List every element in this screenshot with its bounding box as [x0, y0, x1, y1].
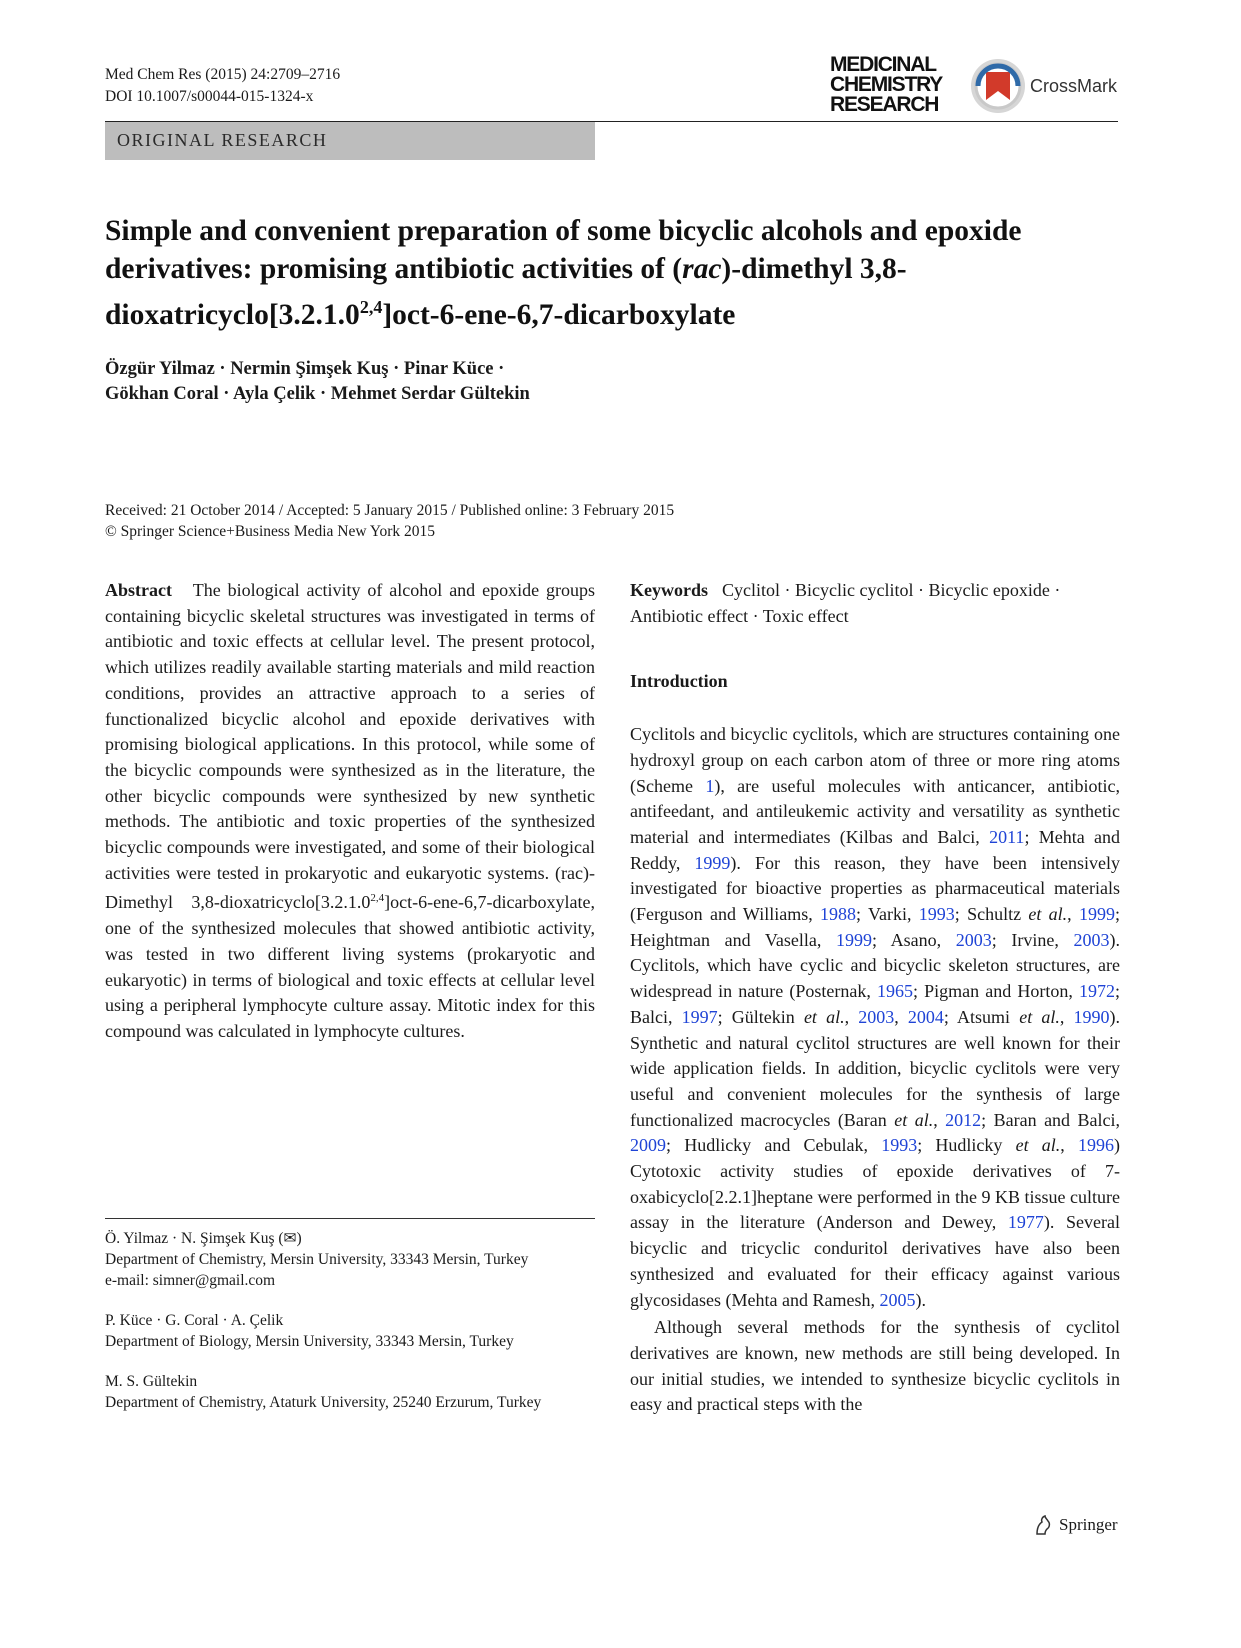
citation-link[interactable]: 2012: [945, 1109, 982, 1130]
affiliations: [105, 1228, 595, 1432]
footnote-rule: [105, 1218, 595, 1219]
citation-link[interactable]: 1972: [1078, 981, 1115, 1002]
citation-link[interactable]: 1965: [876, 981, 913, 1002]
affiliation-block: P. Küce · G. Coral · A. Çelik Department of Biology, Mersin University, 33343 Mersin, Turkey: [105, 1312, 514, 1350]
citation-link[interactable]: 1999: [836, 929, 872, 950]
publication-dates: [105, 500, 674, 542]
journal-logo: MEDICINAL CHEMISTRY RESEARCH: [830, 53, 943, 116]
crossmark-icon: [970, 56, 1120, 116]
svg-text:CrossMark: CrossMark: [1030, 76, 1118, 96]
keywords: [630, 578, 1120, 629]
section-label: ORIGINAL RESEARCH: [117, 130, 328, 150]
right-column: [630, 578, 1120, 1418]
introduction-paragraph: Although several methods for the synthesis of cyclitol derivatives are known, new methods are still being developed. In our initial studies, we intended to synthesize bicyclic cyclitols in easy and practical steps with the: [630, 1317, 1120, 1415]
abstract-heading: Abstract: [105, 580, 172, 600]
citation-link[interactable]: 2005: [879, 1289, 916, 1310]
author-list: [105, 357, 530, 407]
affiliation-block: Ö. Yilmaz · N. Şimşek Kuş (✉) Department of Chemistry, Mersin University, 33343 Mersin, Turkey e-mail: simner@gmail.com: [105, 1228, 595, 1291]
journal-citation: Med Chem Res (2015) 24:2709–2716: [105, 66, 341, 83]
author-email[interactable]: e-mail: simner@gmail.com: [105, 1272, 276, 1289]
received-line: Received: 21 October 2014 / Accepted: 5 January 2015 / Published online: 3 February 2015: [105, 502, 675, 519]
citation-link[interactable]: 2003: [955, 929, 992, 950]
citation-link[interactable]: 1988: [820, 904, 857, 925]
doi[interactable]: DOI 10.1007/s00044-015-1324-x: [105, 88, 314, 105]
affiliation-block: M. S. Gültekin Department of Chemistry, Ataturk University, 25240 Erzurum, Turkey: [105, 1373, 542, 1411]
authors-line: Gökhan Coral · Ayla Çelik · Mehmet Serdar Gültekin: [105, 384, 530, 404]
article-title: Simple and convenient preparation of some bicyclic alcohols and epoxide derivatives: promising antibiotic activities of (rac)-dimethyl 3,8-dioxatricyclo[3.2.1.0$^{2,4}$]oct-6-ene-6,7-dicarboxylate: [105, 215, 1022, 331]
citation-link[interactable]: 2009: [630, 1135, 666, 1156]
citation-link[interactable]: 1977: [1007, 1212, 1044, 1233]
abstract: Abstract The biological activity of alcohol and epoxide groups containing bicyclic skeletal structures was investigated in terms of antibiotic and toxic effects at cellular level. The present protocol, which utilizes readily available starting materials and mild reaction conditions, provides an attractive approach to a series of functionalized bicyclic alcohol and epoxide derivatives with promising biological applications. In this protocol, while some of the bicyclic compounds were synthesized as in the literature, the other bicyclic compounds were synthesized by new synthetic methods. The antibiotic and toxic properties of the synthesized bicyclic compounds were investigated, and some of their biological activities were tested in prokaryotic and eukaryotic systems. (rac)-Dimethyl 3,8-dioxatricyclo[3.2.1.0$^{2,4}$]oct-6-ene-6,7-dicarboxylate, one of the synthesized molecules that showed antibiotic activity, was tested in two different living systems (prokaryotic and eukaryotic) in terms of biological and toxic effects at cellular level using a peripheral lymphocyte culture assay. Mitotic index for this compound was calculated in lymphocyte cultures.: [105, 580, 595, 1041]
citation-link[interactable]: 1993: [918, 904, 955, 925]
keywords-text: Cyclitol · Bicyclic cyclitol · Bicyclic epoxide · Antibiotic effect · Toxic effect: [630, 580, 1061, 626]
copyright-line: © Springer Science+Business Media New York 2015: [105, 523, 436, 540]
introduction-paragraph: Cyclitols and bicyclic cyclitols, which are structures containing one hydroxyl group on each carbon atom of three or more ring atoms (Scheme 1), are useful molecules with anticancer, antibiotic, antifeedant, and antileukemic activity and versatility as synthetic material and intermediates (Kilbas and Balci, 2011; Mehta and Reddy, 1999). For this reason, they have been intensively investigated for bioactive properties as pharmaceutical materials (Ferguson and Williams, 1988; Varki, 1993; Schultz et al., 1999; Heightman and Vasella, 1999; Asano, 2003; Irvine, 2003). Cyclitols, which have cyclic and bicyclic skeleton structures, are widespread in nature (Posternak, 1965; Pigman and Horton, 1972; Balci, 1997; Gültekin et al., 2003, 2004; Atsumi et al., 1990). Synthetic and natural cyclitol structures are well known for their wide application fields. In addition, bicyclic cyclitols were very useful and convenient molecules for the synthesis of large functionalized macrocycles (Baran et al., 2012; Baran and Balci, 2009; Hudlicky and Cebulak, 1993; Hudlicky et al., 1996) Cytotoxic activity studies of epoxide derivatives of 7-oxabicyclo[2.2.1]heptane were performed in the 9 KB tissue culture assay in the literature (Anderson and Dewey, 1977). Several bicyclic and tricyclic conduritol derivatives have also been synthesized and evaluated for their efficacy against various glycosidases (Mehta and Ramesh, 2005).: [630, 724, 1121, 1310]
authors-line: Özgür Yilmaz · Nermin Şimşek Kuş · Pinar Küce ·: [105, 359, 505, 379]
citation-link[interactable]: 2003: [858, 1006, 895, 1027]
abstract-text: The biological activity of alcohol and epoxide groups containing bicyclic skeletal structures was investigated in terms of antibiotic and toxic effects at cellular level. The present protocol, which utilizes readily available starting materials and mild reaction conditions, provides an attractive approach to a series of functionalized bicyclic alcohol and epoxide derivatives with promising biological applications. In this protocol, while some of the bicyclic compounds were synthesized as in the literature, the other bicyclic compounds were synthesized by new synthetic methods. The antibiotic and toxic properties of the synthesized bicyclic compounds were investigated, and some of their biological activities were tested in prokaryotic and eukaryotic systems. (rac)-Dimethyl 3,8-dioxatricyclo[3.2.1.0: [105, 580, 595, 913]
citation-link[interactable]: 2004: [907, 1006, 944, 1027]
citation-link[interactable]: 1990: [1073, 1006, 1110, 1027]
citation-link[interactable]: 1999: [1078, 904, 1115, 925]
introduction-heading: Introduction: [630, 671, 728, 692]
envelope-icon[interactable]: ✉: [283, 1230, 297, 1247]
citation-link[interactable]: 1993: [881, 1135, 918, 1156]
citation-link[interactable]: 2003: [1073, 929, 1110, 950]
publisher-name: Springer: [1059, 1515, 1118, 1534]
crossmark-badge[interactable]: [970, 56, 1120, 116]
citation-link[interactable]: 1: [705, 775, 715, 796]
citation-link[interactable]: 2011: [989, 826, 1025, 847]
citation-link[interactable]: 1997: [681, 1006, 718, 1027]
keywords-heading: Keywords: [630, 580, 708, 600]
springer-horse-icon: [1033, 1514, 1053, 1536]
journal-info: [105, 64, 340, 108]
citation-link[interactable]: 1999: [694, 852, 731, 873]
publisher-logo: [1033, 1514, 1118, 1536]
citation-link[interactable]: 1996: [1078, 1135, 1114, 1156]
